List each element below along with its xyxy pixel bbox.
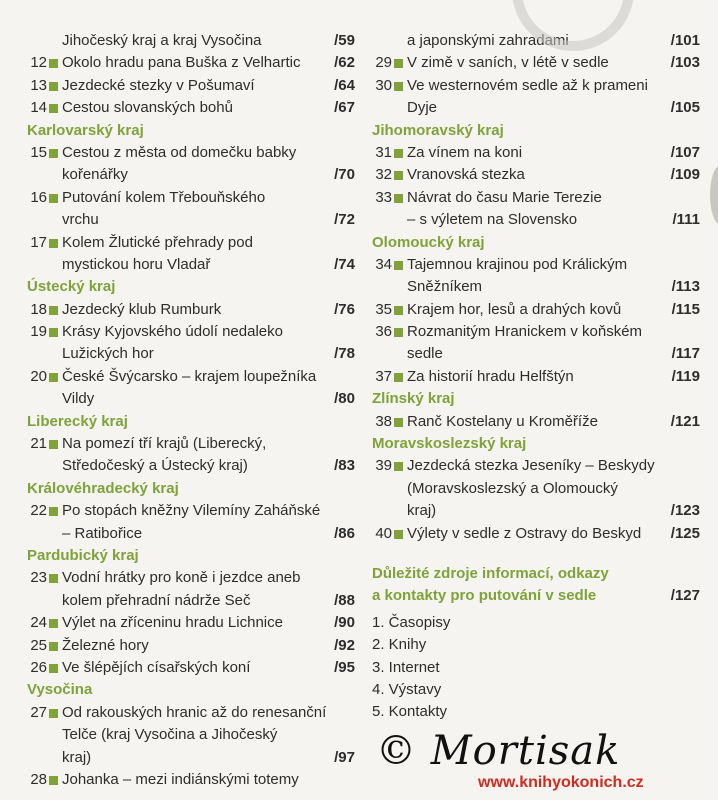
entry-number: 18 bbox=[30, 300, 47, 318]
bullet-square-icon bbox=[49, 59, 58, 68]
entry-page: /111 bbox=[672, 211, 700, 229]
entry-page: /97 bbox=[334, 748, 355, 766]
entry-title: Jihočeský kraj a kraj Vysočina bbox=[62, 32, 262, 49]
bullet-square-icon bbox=[49, 104, 58, 113]
watermark: © Mortisak bbox=[376, 728, 621, 774]
entry-page: /80 bbox=[334, 390, 355, 408]
entry-number: 26 bbox=[30, 658, 47, 676]
region-heading: Liberecký kraj bbox=[27, 412, 128, 430]
entry-title: Krásy Kyjovského údolí nedaleko bbox=[62, 323, 283, 341]
entry-number: 40 bbox=[375, 524, 392, 542]
toc-entry[interactable] bbox=[27, 187, 355, 209]
toc-entry-continuation bbox=[27, 343, 355, 365]
resource-item-text: 4. Výstavy bbox=[372, 680, 442, 698]
toc-entry[interactable] bbox=[27, 232, 355, 254]
entry-number: 22 bbox=[30, 502, 47, 520]
toc-entry[interactable] bbox=[27, 52, 355, 74]
entry-page: /121 bbox=[670, 412, 700, 430]
toc-entry[interactable] bbox=[372, 75, 700, 97]
toc-entry[interactable] bbox=[372, 411, 700, 433]
region-heading: Olomoucký kraj bbox=[372, 233, 485, 251]
resource-item bbox=[372, 679, 700, 701]
entry-number: 33 bbox=[375, 188, 392, 206]
toc-entry[interactable] bbox=[27, 433, 355, 455]
entry-title: Lužických hor bbox=[62, 345, 154, 363]
entry-number: 32 bbox=[375, 166, 392, 184]
entry-title: Cestou z města od domečku babky bbox=[62, 143, 297, 161]
entry-page: /117 bbox=[671, 345, 700, 363]
region-heading: Vysočina bbox=[27, 681, 93, 699]
toc-entry-continuation bbox=[372, 276, 700, 298]
entry-page: /95 bbox=[334, 658, 355, 676]
toc-entry[interactable] bbox=[372, 142, 700, 164]
resources-page: /127 bbox=[670, 587, 700, 605]
entry-number: 12 bbox=[30, 54, 47, 72]
entry-title: Dyje bbox=[407, 99, 438, 117]
region-heading: Moravskoslezský kraj bbox=[372, 435, 527, 453]
entry-title: kraj) bbox=[407, 502, 437, 520]
toc-entry-continuation bbox=[27, 254, 355, 276]
resource-item bbox=[372, 612, 700, 634]
toc-entry-continuation bbox=[372, 97, 700, 119]
entry-title: a japonskými zahradami bbox=[407, 32, 569, 49]
entry-title: Krajem hor, lesů a drahých kovů bbox=[407, 300, 622, 318]
resource-item bbox=[372, 657, 700, 679]
bullet-square-icon bbox=[394, 418, 403, 427]
bullet-square-icon bbox=[394, 462, 403, 471]
region-heading: Ústecký kraj bbox=[27, 278, 116, 296]
entry-title: Jezdecký klub Rumburk bbox=[62, 300, 222, 318]
entry-page: /83 bbox=[334, 457, 355, 475]
toc-entry[interactable] bbox=[27, 567, 355, 589]
region-heading: Karlovarský kraj bbox=[27, 121, 144, 139]
toc-entry[interactable] bbox=[27, 612, 355, 634]
bullet-square-icon bbox=[394, 530, 403, 539]
toc-right-column bbox=[372, 30, 700, 724]
entry-title: Na pomezí tří krajů (Liberecký, bbox=[62, 435, 267, 453]
resource-item bbox=[372, 634, 700, 656]
entry-title: Výlety v sedle z Ostravy do Beskyd bbox=[407, 524, 642, 542]
resource-item-text: 5. Kontakty bbox=[372, 703, 448, 721]
toc-entry[interactable] bbox=[372, 455, 700, 477]
entry-number: 16 bbox=[30, 188, 47, 206]
bullet-square-icon bbox=[394, 194, 403, 203]
entry-title: Telče (kraj Vysočina a Jihočeský bbox=[62, 726, 278, 744]
bullet-square-icon bbox=[49, 619, 58, 628]
resources-heading-line1: Důležité zdroje informací, odkazy bbox=[372, 564, 609, 582]
resources-heading-line2 bbox=[372, 585, 700, 607]
entry-page: /119 bbox=[671, 367, 700, 385]
entry-page: /64 bbox=[334, 76, 355, 94]
entry-number: 23 bbox=[30, 569, 47, 587]
entry-number: 27 bbox=[30, 703, 47, 721]
entry-number: 36 bbox=[375, 323, 392, 341]
entry-title: Vildy bbox=[62, 390, 95, 408]
toc-entry-continuation bbox=[372, 500, 700, 522]
toc-entry[interactable] bbox=[27, 635, 355, 657]
toc-entry[interactable] bbox=[372, 321, 700, 343]
entry-page: /90 bbox=[334, 614, 355, 632]
entry-page: /76 bbox=[334, 300, 355, 318]
toc-entry-continuation bbox=[27, 590, 355, 612]
toc-entry[interactable] bbox=[27, 500, 355, 522]
toc-left-column bbox=[27, 30, 355, 791]
toc-entry-continuation bbox=[372, 343, 700, 365]
entry-title: Johanka – mezi indiánskými totemy bbox=[62, 770, 299, 788]
entry-title: Středočeský a Ústecký kraj) bbox=[62, 457, 248, 475]
entry-number: 17 bbox=[30, 233, 47, 251]
entry-page: /59 bbox=[334, 32, 355, 49]
toc-entry-continuation bbox=[372, 478, 700, 500]
entry-page: /105 bbox=[670, 99, 700, 117]
entry-page: /109 bbox=[670, 166, 700, 184]
toc-right-entries bbox=[372, 30, 700, 545]
entry-title: Jezdecká stezka Jeseníky – Beskydy bbox=[407, 457, 655, 475]
entry-title: sedle bbox=[407, 345, 443, 363]
bullet-square-icon bbox=[394, 82, 403, 91]
bullet-square-icon bbox=[49, 149, 58, 158]
entry-page: /62 bbox=[334, 54, 355, 72]
region-heading: Zlínský kraj bbox=[372, 390, 455, 408]
resources-heading-text: a kontakty pro putování v sedle bbox=[372, 587, 597, 605]
entry-title: České Švýcarsko – krajem loupežníka bbox=[62, 367, 317, 385]
entry-title: Vranovská stezka bbox=[407, 166, 525, 184]
toc-entry[interactable] bbox=[27, 702, 355, 724]
region-heading: Královéhradecký kraj bbox=[27, 479, 179, 497]
entry-number: 15 bbox=[30, 143, 47, 161]
toc-entry[interactable] bbox=[372, 187, 700, 209]
entry-title: Rozmanitým Hranickem v koňském bbox=[407, 323, 643, 341]
resource-item-text: 2. Knihy bbox=[372, 636, 427, 654]
entry-title: – Ratibořice bbox=[62, 524, 143, 542]
entry-page: /78 bbox=[334, 345, 355, 363]
entry-title: Ve westernovém sedle až k prameni bbox=[407, 76, 648, 94]
entry-page: /103 bbox=[670, 54, 700, 72]
entry-title: Po stopách kněžny Vilemíny Zaháňské bbox=[62, 502, 321, 520]
bullet-square-icon bbox=[49, 709, 58, 718]
entry-title: Ve šlépějích císařských koní bbox=[62, 658, 251, 676]
entry-title: Za historií hradu Helfštýn bbox=[407, 367, 574, 385]
entry-number: 39 bbox=[375, 457, 392, 475]
toc-entry-continuation bbox=[27, 724, 355, 746]
region-heading: Jihomoravský kraj bbox=[372, 121, 504, 139]
toc-entry[interactable] bbox=[27, 657, 355, 679]
toc-entry[interactable] bbox=[372, 299, 700, 321]
entry-page: /107 bbox=[670, 143, 700, 161]
bullet-square-icon bbox=[49, 306, 58, 315]
toc-entry-continuation bbox=[372, 30, 700, 52]
resources-list bbox=[372, 612, 700, 724]
toc-entry[interactable] bbox=[372, 523, 700, 545]
entry-title: kraj) bbox=[62, 748, 92, 766]
bullet-square-icon bbox=[49, 328, 58, 337]
entry-title: Cestou slovanských bohů bbox=[62, 99, 233, 117]
toc-entry[interactable] bbox=[372, 52, 700, 74]
entry-page: /70 bbox=[334, 166, 355, 184]
website-link[interactable]: www.knihyokonich.cz bbox=[478, 774, 644, 791]
toc-entry[interactable] bbox=[27, 321, 355, 343]
entry-title: Ranč Kostelany u Kroměříže bbox=[407, 412, 598, 430]
entry-title: kořenářky bbox=[62, 166, 128, 184]
entry-number: 14 bbox=[30, 99, 47, 117]
entry-page: /115 bbox=[671, 300, 700, 318]
bullet-square-icon bbox=[49, 776, 58, 785]
bullet-square-icon bbox=[394, 306, 403, 315]
toc-entry[interactable] bbox=[27, 769, 355, 791]
entry-title: kolem přehradní nádrže Seč bbox=[62, 591, 251, 609]
entry-title: Od rakouských hranic až do renesanční bbox=[62, 703, 327, 721]
entry-number: 21 bbox=[30, 435, 47, 453]
resource-item-text: 3. Internet bbox=[372, 658, 440, 676]
toc-entry[interactable] bbox=[372, 366, 700, 388]
toc-entry-continuation bbox=[372, 209, 700, 231]
entry-title: Za vínem na koni bbox=[407, 143, 523, 161]
bullet-square-icon bbox=[49, 440, 58, 449]
entry-title: (Moravskoslezský a Olomoucký bbox=[407, 479, 618, 497]
entry-title: V zimě v saních, v létě v sedle bbox=[407, 54, 609, 72]
bullet-square-icon bbox=[394, 328, 403, 337]
toc-entry[interactable] bbox=[372, 164, 700, 186]
toc-entry[interactable] bbox=[27, 75, 355, 97]
resource-item bbox=[372, 701, 700, 723]
page-edge-shadow bbox=[710, 165, 718, 225]
toc-entry-continuation bbox=[27, 164, 355, 186]
resources-section bbox=[372, 563, 700, 724]
bullet-square-icon bbox=[394, 373, 403, 382]
toc-entry-continuation bbox=[27, 209, 355, 231]
toc-entry[interactable] bbox=[27, 299, 355, 321]
bullet-square-icon bbox=[49, 239, 58, 248]
entry-title: Tajemnou krajinou pod Králickým bbox=[407, 255, 628, 273]
entry-page: /86 bbox=[334, 524, 355, 542]
entry-page: /113 bbox=[671, 278, 700, 296]
bullet-square-icon bbox=[49, 574, 58, 583]
entry-title: Sněžníkem bbox=[407, 278, 483, 296]
entry-page: /92 bbox=[334, 636, 355, 654]
toc-entry-continuation bbox=[27, 388, 355, 410]
toc-entry[interactable] bbox=[27, 142, 355, 164]
bullet-square-icon bbox=[49, 507, 58, 516]
entry-number: 13 bbox=[30, 76, 47, 94]
toc-entry-continuation bbox=[27, 30, 355, 52]
toc-entry-continuation bbox=[27, 747, 355, 769]
toc-entry-continuation bbox=[27, 455, 355, 477]
entry-title: Kolem Žlutické přehrady pod bbox=[62, 233, 253, 251]
entry-number: 38 bbox=[375, 412, 392, 430]
entry-title: Jezdecké stezky v Pošumaví bbox=[62, 76, 255, 94]
bullet-square-icon bbox=[49, 82, 58, 91]
entry-page: /72 bbox=[334, 211, 355, 229]
entry-page: /101 bbox=[670, 32, 700, 49]
bullet-square-icon bbox=[49, 642, 58, 651]
entry-number: 29 bbox=[375, 54, 392, 72]
entry-page: /123 bbox=[670, 502, 700, 520]
toc-entry[interactable] bbox=[27, 366, 355, 388]
entry-title: Železné hory bbox=[62, 636, 149, 654]
entry-title: mystickou horu Vladař bbox=[62, 255, 211, 273]
bullet-square-icon bbox=[49, 373, 58, 382]
bullet-square-icon bbox=[49, 194, 58, 203]
entry-page: /67 bbox=[334, 99, 355, 117]
bullet-square-icon bbox=[394, 59, 403, 68]
entry-title: Putování kolem Třebouňského bbox=[62, 188, 266, 206]
entry-number: 19 bbox=[30, 323, 47, 341]
bullet-square-icon bbox=[49, 664, 58, 673]
entry-number: 25 bbox=[30, 636, 47, 654]
bullet-square-icon bbox=[394, 261, 403, 270]
entry-number: 30 bbox=[375, 76, 392, 94]
entry-title: Výlet na zříceninu hradu Lichnice bbox=[62, 614, 283, 632]
entry-number: 24 bbox=[30, 614, 47, 632]
entry-title: – s výletem na Slovensko bbox=[407, 211, 578, 229]
entry-title: Návrat do času Marie Terezie bbox=[407, 188, 602, 206]
toc-entry-continuation bbox=[27, 523, 355, 545]
entry-page: /74 bbox=[334, 255, 355, 273]
entry-number: 34 bbox=[375, 255, 392, 273]
region-heading: Pardubický kraj bbox=[27, 546, 139, 564]
entry-number: 20 bbox=[30, 367, 47, 385]
entry-title: vrchu bbox=[62, 211, 99, 229]
toc-entry[interactable] bbox=[27, 97, 355, 119]
entry-number: 35 bbox=[375, 300, 392, 318]
entry-number: 31 bbox=[375, 143, 392, 161]
entry-title: Vodní hrátky pro koně i jezdce aneb bbox=[62, 569, 301, 587]
bullet-square-icon bbox=[394, 171, 403, 180]
entry-page: /125 bbox=[670, 524, 700, 542]
resource-item-text: 1. Časopisy bbox=[372, 613, 451, 631]
entry-number: 37 bbox=[375, 367, 392, 385]
entry-page: /88 bbox=[334, 591, 355, 609]
entry-number: 28 bbox=[30, 770, 47, 788]
entry-title: Okolo hradu pana Buška z Velhartic bbox=[62, 54, 301, 72]
toc-entry[interactable] bbox=[372, 254, 700, 276]
bullet-square-icon bbox=[394, 149, 403, 158]
